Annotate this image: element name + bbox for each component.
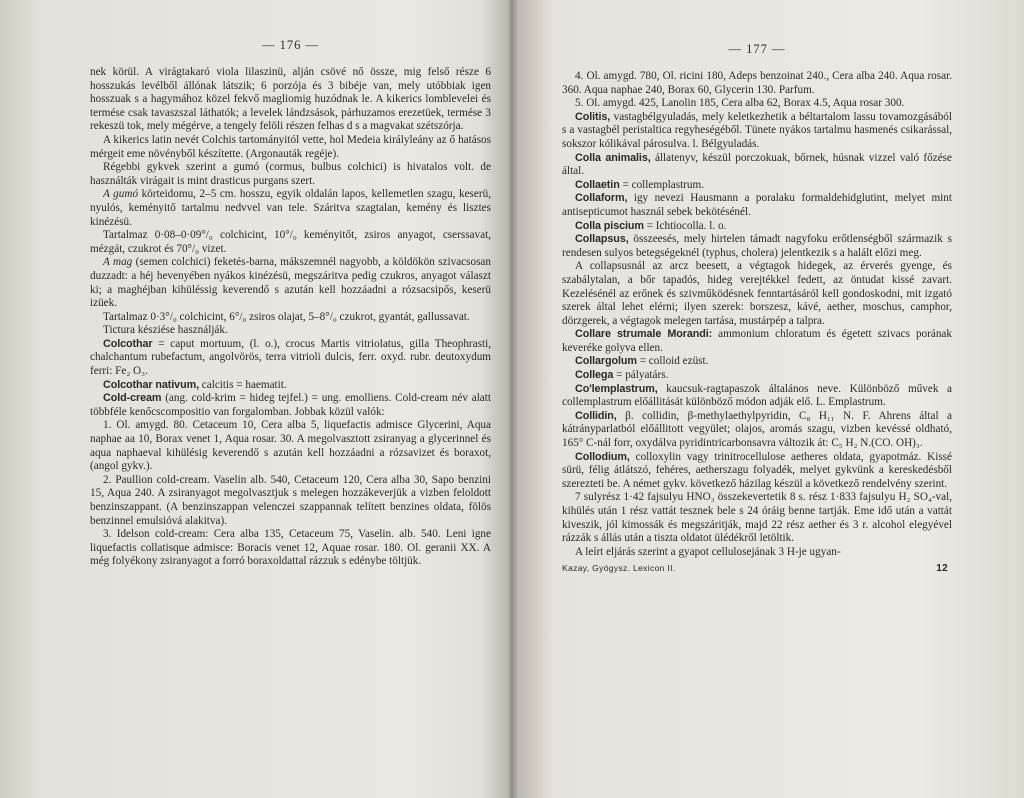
paragraph bbox=[562, 152, 952, 179]
paragraph bbox=[562, 260, 952, 328]
text-segment: A mag bbox=[103, 256, 133, 269]
paragraph bbox=[562, 410, 952, 451]
text-segment: Régebbi gykvek szerint a gumó (cormus, bulbus colchici) is hivatalos volt. de használták virágait is mint drasticus purgans szert. bbox=[90, 161, 491, 187]
text-segment: β. collidin, β-methylaethylpyridin, C₈ H₁₁ N. F. Ahrens által a kátrányparlatból előállitott vegyület; olajos, aromás szagu, vizben kevéssé oldható, 165° C-nál forr, oxydálva pyridintricarbonsavra változik át: C₅ H₂ N.(CO. OH)₃. bbox=[562, 409, 952, 450]
text-segment: (semen colchici) feketés-barna, mákszemnél nagyobb, a köldökön szivacsosan duzzadt: a héj hevenyében nyákos kinézésü, megszáritva pedig czukros, anyagot választ ki; a maghéjban kihüléssig keverendő s azután kell hozzáadni a rózsacsipős, keserü izüek. bbox=[90, 256, 491, 310]
paragraph bbox=[90, 419, 491, 473]
entry-term: Collapsus, bbox=[575, 233, 629, 246]
text-segment: A kikerics latin nevét Colchis tartományitól vette, hol Medeia királyleány az ő hatásos mérgeit eme növényből készítette. (Argonauták regéje). bbox=[90, 133, 491, 160]
paragraph bbox=[90, 311, 491, 325]
entry-term: Collaetin bbox=[575, 178, 620, 191]
paragraph bbox=[562, 111, 952, 152]
right-page bbox=[510, 0, 1024, 798]
left-page bbox=[0, 0, 505, 798]
text-segment: ammonium chloratum és égetett szivacs porának keveréke golyva ellen. bbox=[562, 328, 952, 354]
text-segment: 7 sulyrész 1·42 fajsulyu HNO₃ összekevertetik 8 s. rész 1·833 fajsulyu H₂ SO₄-val, kihülés után 1 rész vattát tesznek bele s 24 óráig benne tartják. Eme idő után a vattát kiveszik, jól kimossák és megszáritják, majd 22 rész aether és 3 r. alcohol elegyével rázzák s állás után a tiszta oldatot ülédékről letöltik. bbox=[562, 491, 952, 545]
entry-term: Collega bbox=[575, 369, 614, 382]
text-segment: = pályatárs. bbox=[613, 369, 669, 382]
text-segment: Tartalmaz 0·3°/₀ colchicint, 6°/₀ zsiros olajat, 5–8°/₀ czukrot, gyantát, gallussavat. bbox=[103, 310, 470, 323]
text-segment: vastagbélgyuladás, mely keletkezhetik a béltartalom lassu tovamozgásából s a vastagbél peristaltica regyheségéből. Tünete nyákos tartalmu hasmenés csikarással, sokszor kólikával párosulva. l. Bélgyuladás. bbox=[562, 110, 952, 150]
page-footer bbox=[562, 563, 952, 574]
paragraph bbox=[90, 161, 491, 188]
paragraph bbox=[90, 324, 491, 338]
paragraph bbox=[562, 451, 952, 492]
page-number: — 177 — bbox=[728, 42, 786, 56]
text-segment: Tictura késziése használják. bbox=[103, 324, 228, 337]
text-segment: (ang. cold-krim = hideg tejfel.) = ung. emolliens. Cold-cream név alatt többféle kenőcscompositio van forgalomban. Jobbak közül valók: bbox=[90, 392, 491, 418]
text-segment: calcitis = haematit. bbox=[198, 378, 287, 391]
entry-term: Cold-cream bbox=[103, 392, 162, 405]
text-segment: kaucsuk-ragtapaszok általános neve. Különböző művek a collemplastrum előállitását különböző módon adják elő. L. Emplastrum. bbox=[562, 382, 952, 409]
paragraph bbox=[90, 379, 491, 393]
paragraph bbox=[562, 328, 952, 355]
paragraph bbox=[90, 134, 491, 161]
entry-term: Colla animalis, bbox=[575, 151, 651, 164]
entry-term: Colla piscium bbox=[575, 219, 644, 232]
entry-term: Collare strumale Morandi: bbox=[575, 328, 713, 341]
entry-term: Colcothar nativum, bbox=[103, 378, 199, 391]
paragraph bbox=[90, 229, 491, 256]
left-page-body bbox=[90, 66, 491, 569]
paragraph bbox=[90, 188, 491, 229]
paragraph bbox=[562, 192, 952, 219]
paragraph bbox=[562, 383, 952, 410]
entry-term: Colitis, bbox=[575, 110, 611, 123]
text-segment: A collapsusnál az arcz beesett, a végtagok hidegek, az érverés gyenge, és szabálytalan, a bőr tapadós, hideg verejtékkel fedett, az öntudat kissé zavart. Kezelésénél az erőnek és szivműködésnek fenntartásáról kell gondoskodni, mit izgató szerek által lehet elérni; ilyen szerek: borszesz, kávé, aether, moschus, camphor, dörzgerek, a végtagok melegen tartása, mustárpép a talpra. bbox=[562, 260, 952, 327]
text-segment: igy nevezi Hausmann a poralaku formaldehidglutint, melyet mint antisepticumot használ sebek bekötésénél. bbox=[562, 192, 952, 218]
paragraph bbox=[562, 546, 952, 560]
text-segment: 2. Paullion cold-cream. Vaselin alb. 540, Cetaceum 120, Cera alba 30, Sapo benzini 15, Aqua 240. A zsiranyagot megolvasztjuk s melegen hozzákeverjük a vizben feloldott benzinszappant. (A benzinszappan velenczei szappannak telített benzines oldata, fölös benzinnel emulsióvá alakitva). bbox=[90, 473, 491, 527]
text-segment: 4. Ol. amygd. 780, Ol. ricini 180, Adeps benzoinat 240., Cera alba 240. Aqua rosar. 360. Aqua naphae 240, Borax 60, Glycerin 130. Parfum. bbox=[562, 70, 952, 96]
entry-term: Co'lemplastrum, bbox=[575, 382, 658, 395]
text-segment: A gumó bbox=[103, 188, 139, 201]
paragraph bbox=[90, 66, 491, 134]
text-segment: 5. Ol. amygd. 425, Lanolin 185, Cera alba 62, Borax 4.5, Aqua rosar 300. bbox=[575, 97, 905, 110]
paragraph bbox=[562, 97, 952, 111]
text-segment: = colloid ezüst. bbox=[636, 355, 709, 368]
paragraph bbox=[90, 528, 491, 569]
entry-term: Collaform, bbox=[575, 192, 628, 205]
text-segment: colloxylin vagy trinitrocellulose aetheres oldata, gyapotmáz. Kissé sürü, félig átlátszó, fehéres, aetherszagu folyadék, melyet gykvünk a kereskedésből szerezteti be. A német gykv. következő házilag készül a következő rendelvény szerint. bbox=[562, 450, 952, 490]
entry-term: Collidin, bbox=[575, 409, 617, 422]
paragraph bbox=[90, 338, 491, 379]
text-segment: = Ichtiocolla. l. o. bbox=[643, 219, 727, 232]
entry-term: Colcothar bbox=[103, 337, 153, 350]
text-segment: körteidomu, 2–5 cm. hosszu, egyik oldalán lapos, kellemetlen szagu, keserü, nyulós, keményitő tartalmu nedvvel van tele. Száritva szagtalan, kemény és lisztes kinézésü. bbox=[90, 188, 491, 228]
text-segment: nek körül. A virágtakaró viola lilaszinü, alján csövé nő össze, mig felső része 6 hosszukás levélből állónak látszik; 6 porzója és 3 bibéje van, mely utóbbiak igen hosszuak s a hagymához közel fekvő magliomig huzódnak le. A kikerics lomblevelei és termése csak tavaszszal láthatók; a levelek lándzsások, párhuzamos erezetüek, termése 3 rekeszü tok, mely mégérve, a tengely felöli részen felhas d s a magvakat szétszórja. bbox=[90, 66, 491, 133]
text-segment: A leírt eljárás szerint a gyapot cellulosejának 3 H-je ugyan- bbox=[575, 545, 841, 558]
text-segment: 3. Idelson cold-cream: Cera alba 135, Cetaceum 75, Vaselin. alb. 540. Leni igne liquefactis collatisque admisce: Boracis venet 12, Aquae rosar. 180. Ol. geranii XX. A még folyékony zsiranyagot a forró boraxoldattal rázzuk s edénybe töltjük. bbox=[90, 528, 491, 568]
footer-book-title: Kazay, Gyógysz. Lexicon II. bbox=[562, 563, 676, 574]
text-segment: 1. Ol. amygd. 80. Cetaceum 10, Cera alba 5, liquefactis admisce Glycerini, Aqua naphae aa 10, Borax venet 1, Aqua rosar. 30. A megolvasztott zsiranyag a glycerinnel és aqua naphaeval kihülésig keverendő s azután kell hozzáadni a rózsavizet és boraxot, (angol gykv.). bbox=[90, 419, 491, 473]
text-segment: összeesés, mely hirtelen támadt nagyfoku erőtlenségből származik s rendesen sulyos betegségeknél (typhus, cholera) jelentkezik s a halált előzi meg. bbox=[562, 233, 952, 259]
paragraph bbox=[90, 474, 491, 528]
paragraph bbox=[562, 179, 952, 193]
paragraph bbox=[90, 392, 491, 419]
paragraph bbox=[562, 233, 952, 260]
page-number: — 176 — bbox=[262, 38, 319, 52]
paragraph bbox=[562, 220, 952, 234]
entry-term: Collodium, bbox=[575, 450, 630, 463]
text-segment: Tartalmaz 0·08–0·09°/₀ colchicint, 10°/₀ keményitőt, zsiros anyagot, cserssavat, mézgát, czukrot és 70°/₀ vizet. bbox=[90, 229, 491, 255]
signature-mark: 12 bbox=[936, 563, 948, 575]
right-page-body bbox=[562, 70, 952, 559]
paragraph bbox=[562, 369, 952, 383]
text-segment: = collemplastrum. bbox=[619, 178, 704, 191]
paragraph bbox=[90, 256, 491, 310]
paragraph bbox=[562, 491, 952, 545]
text-segment: állatenyv, készül porczokuak, bőrnek, húsnak vizzel való főzése által. bbox=[562, 151, 952, 178]
text-segment: = caput mortuum, (l. o.), crocus Martis vitriolatus, gilla Theophrasti, chalchantum rubefactum, angolvörös, terra vitrioli dulcis, ferr. oxyd. rubr. deutoxydum ferri: Fe₂ O₃. bbox=[90, 337, 491, 378]
entry-term: Collargolum bbox=[575, 355, 637, 368]
paragraph bbox=[562, 355, 952, 369]
paragraph bbox=[562, 70, 952, 97]
